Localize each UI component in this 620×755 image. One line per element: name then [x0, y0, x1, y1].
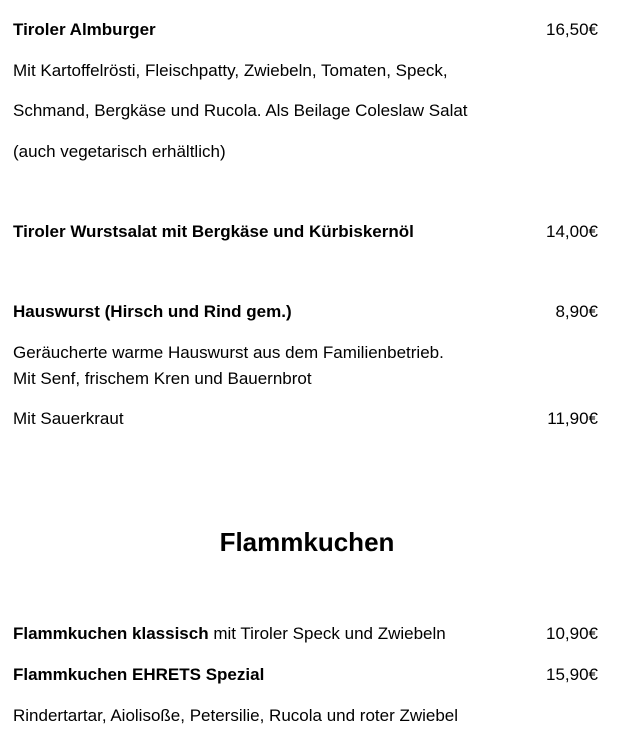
- item-name-wurstsalat: Tiroler Wurstsalat mit Bergkäse und Kürbiskernöl: [13, 222, 414, 241]
- item-description-line: Schmand, Bergkäse und Rucola. Als Beilage Coleslaw Salat: [13, 101, 468, 120]
- item-option-label: Mit Sauerkraut: [13, 409, 124, 428]
- item-option-price: 11,90€: [547, 409, 598, 428]
- item-description-line: (auch vegetarisch erhältlich): [13, 142, 226, 161]
- item-name-flammkuchen-klassisch: Flammkuchen klassisch: [13, 624, 209, 643]
- item-description-line: Geräucherte warme Hauswurst aus dem Familienbetrieb.: [13, 343, 444, 362]
- item-description-line: Mit Kartoffelrösti, Fleischpatty, Zwiebeln, Tomaten, Speck,: [13, 61, 448, 80]
- section-heading: Flammkuchen: [219, 527, 395, 557]
- item-name-almburger: Tiroler Almburger: [13, 20, 156, 39]
- item-price-flammkuchen-spezial: 15,90€: [546, 665, 598, 684]
- item-description-line: Mit Senf, frischem Kren und Bauernbrot: [13, 369, 312, 388]
- item-name-flammkuchen-spezial: Flammkuchen EHRETS Spezial: [13, 665, 265, 684]
- item-price-hauswurst: 8,90€: [555, 302, 598, 321]
- item-description-line: Rindertartar, Aiolisoße, Petersilie, Rucola und roter Zwiebel: [13, 706, 459, 725]
- item-price-wurstsalat: 14,00€: [546, 222, 598, 241]
- item-name-suffix: mit Tiroler Speck und Zwiebeln: [208, 624, 446, 643]
- item-price-flammkuchen-klassisch: 10,90€: [546, 624, 598, 643]
- item-name-hauswurst: Hauswurst (Hirsch und Rind gem.): [13, 302, 292, 321]
- flammkuchen-klassisch-row: [13, 623, 446, 645]
- item-price-almburger: 16,50€: [546, 20, 598, 39]
